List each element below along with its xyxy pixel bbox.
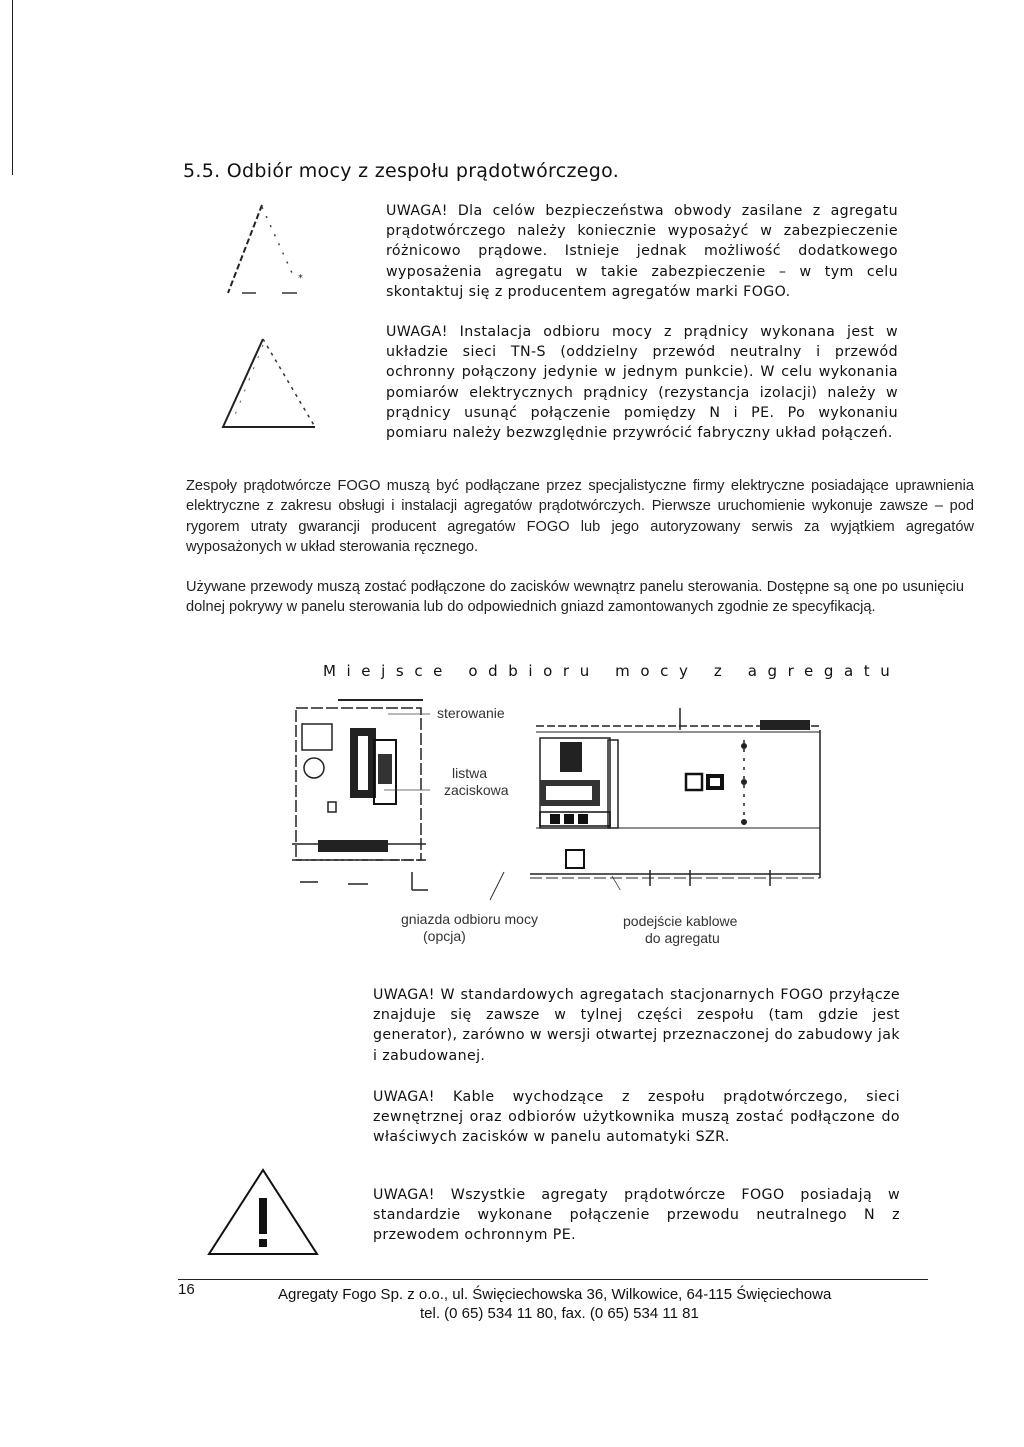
footer-rule: [178, 1279, 928, 1280]
label-sockets-2: (opcja): [423, 928, 466, 944]
label-cable-entry-1: podejście kablowe: [623, 913, 738, 929]
paragraph-cables: Używane przewody muszą zostać podłączone do zacisków wewnątrz panelu sterowania. Dostępne są one po usunięciu dolnej pokrywy w panelu sterowania lub do odpowiednich gniazd zamontowanych zgodnie ze specyfikacją.: [186, 579, 964, 616]
exclamation-warning-icon: [205, 1166, 321, 1258]
page-number: 16: [178, 1281, 195, 1298]
socket-leader-line: [480, 870, 510, 910]
label-terminal-strip-2: zaciskowa: [444, 782, 509, 798]
margin-line: [12, 0, 13, 175]
warning-n-pe: UWAGA! Wszystkie agregaty prądotwórcze FOGO posiadają w standardzie wykonane połączenie przewodu neutralnego N z przewodem ochronnym PE.: [373, 1187, 900, 1244]
paragraph-installation: Zespoły prądotwórcze FOGO muszą być podłączane przez specjalistyczne firmy elektryczne posiadające uprawnienia elektryczne z zakresu obsługi i instalacji agregatów prądotwórczych. Pierwsze uruchomienie wykonuje zawsze – pod rygorem utraty gwarancji producent agregatów FOGO lub jego autoryzowany serwis za wyjątkiem agregatów wyposażonych w układ sterowania ręcznego.: [186, 478, 974, 555]
label-cable-entry-2: do agregatu: [645, 930, 720, 946]
diagram-heading: Miejsce odbioru mocy z agregatu: [323, 662, 901, 680]
warning-rear-connection: UWAGA! W standardowych agregatach stacjonarnych FOGO przyłącze znajduje się zawsze w tylnej części zespołu (tam gdzie jest generator), zarówno w wersji otwartej przeznaczonej do zabudowy jak i zabudowanej.: [373, 987, 900, 1064]
warning-rcd: UWAGA! Dla celów bezpieczeństwa obwody zasilane z agregatu prądotwórczego należy koniecznie wyposażyć w zabezpieczenie różnicowo prądowe. Istnieje jednak możliwość dodatkowego wyposażenia agregatu w takie zabezpieczenie – w tym celu skontaktuj się z producentem agregatów marki FOGO.: [386, 203, 898, 300]
label-terminal-strip-1: listwa: [452, 765, 488, 781]
generator-side-view-drawing: [288, 694, 434, 896]
label-control: sterowanie: [437, 705, 505, 721]
warning-szr-cables: UWAGA! Kable wychodzące z zespołu prądotwórczego, sieci zewnętrznej oraz odbiorów użytkownika muszą zostać podłączone do właściwych zacisków w panelu automatyki SZR.: [373, 1089, 900, 1146]
warning-tn-s: UWAGA! Instalacja odbioru mocy z prądnicy wykonana jest w układzie sieci TN-S (oddzielny przewód neutralny i przewód ochronny połączony jedynie w jednym punkcie). W celu wykonania pomiarów elektrycznych prądnicy (rezystancja izolacji) należy w prądnicy usunąć połączenie pomiędzy N i PE. Po wykonaniu pomiaru należy bezwzględnie przywrócić fabryczny układ połączeń.: [386, 324, 898, 442]
label-sockets-1: gniazda odbioru mocy: [401, 911, 538, 927]
svg-text:*: *: [298, 273, 303, 284]
section-title: 5.5. Odbiór mocy z zespołu prądotwórczego.: [183, 160, 620, 182]
footer-address: Agregaty Fogo Sp. z o.o., ul. Święciechowska 36, Wilkowice, 64-115 Święciechowa: [278, 1286, 832, 1303]
generator-front-view-drawing: [500, 700, 830, 890]
footer-phone: tel. (0 65) 534 11 80, fax. (0 65) 534 11 81: [420, 1305, 699, 1322]
warning-triangle-icon: [222, 203, 342, 298]
warning-triangle-icon: [215, 335, 335, 435]
